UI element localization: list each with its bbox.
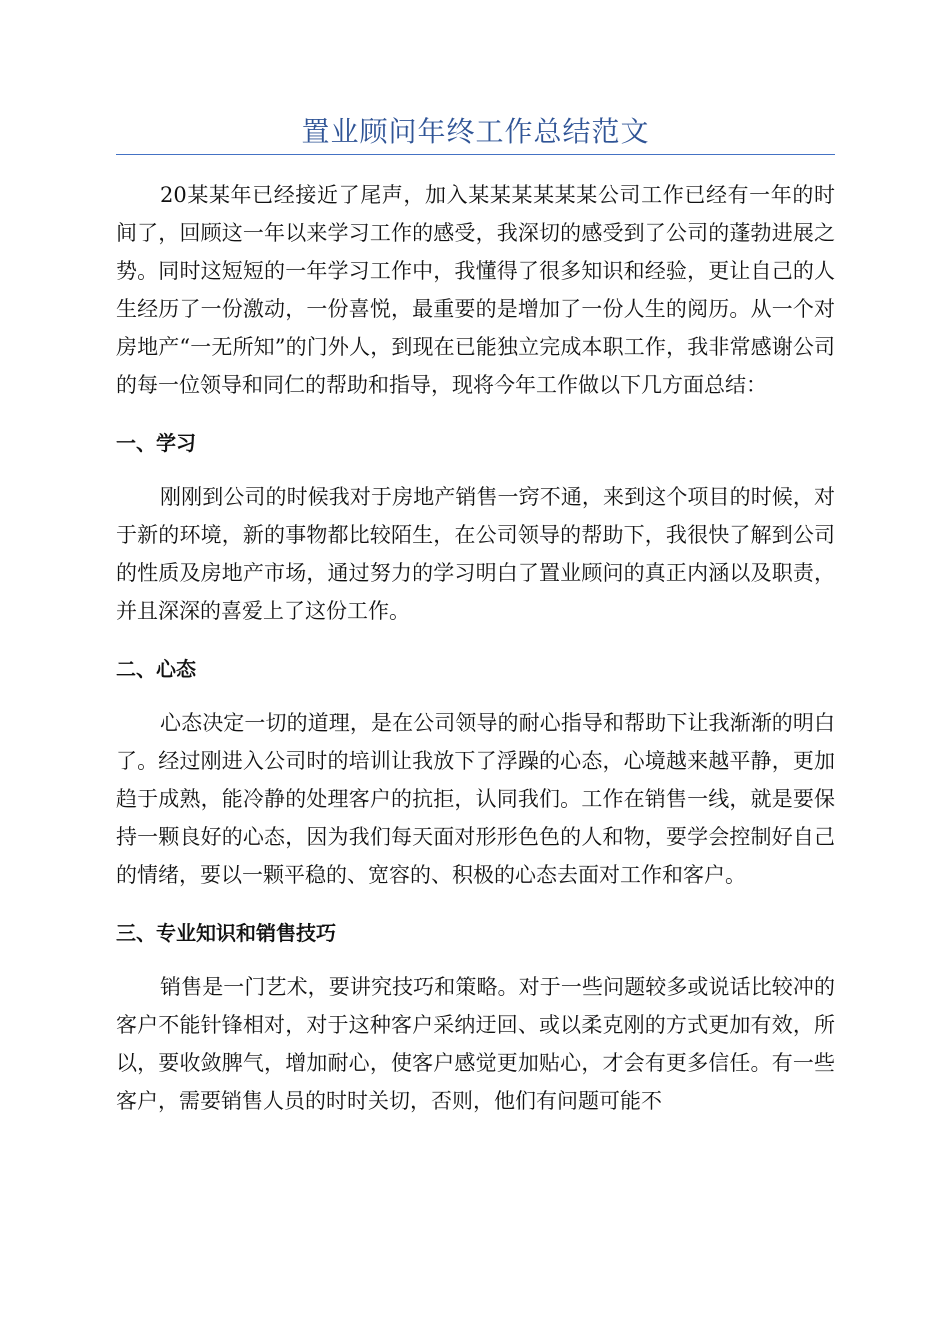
intro-paragraph: 20某某年已经接近了尾声，加入某某某某某某公司工作已经有一年的时间了，回顾这一年以来学习工作的感受，我深切的感受到了公司的蓬勃进展之势。同时这短短的一年学习工作中，我懂得了很多知识和经验，更让自己的人生经历了一份激动，一份喜悦，最重要的是增加了一份人生的阅历。从一个对房地产“一无所知”的门外人，到现在已能独立完成本职工作，我非常感谢公司的每一位领导和同仁的帮助和指导，现将今年工作做以下几方面总结：: [116, 183, 835, 397]
section-paragraph-mindset: 心态决定一切的道理，是在公司领导的耐心指导和帮助下让我渐渐的明白了。经过刚进入公司时的培训让我放下了浮躁的心态，心境越来越平静，更加趋于成熟，能冷静的处理客户的抗拒，认同我们。工作在销售一线，就是要保持一颗良好的心态，因为我们每天面对形形色色的人和物，要学会控制好自己的情绪，要以一颗平稳的、宽容的、积极的心态去面对工作和客户。: [116, 711, 835, 887]
section-heading-mindset: 二、心态: [116, 657, 196, 681]
section-heading-study: 一、学习: [116, 431, 196, 455]
section-paragraph-skills: 销售是一门艺术，要讲究技巧和策略。对于一些问题较多或说话比较冲的客户不能针锋相对，对于这种客户采纳迂回、或以柔克刚的方式更加有效，所以，要收敛脾气，增加耐心，使客户感觉更加贴心，才会有更多信任。有一些客户，需要销售人员的时时关切，否则，他们有问题可能不: [116, 975, 835, 1113]
section-paragraph-study: 刚刚到公司的时候我对于房地产销售一窍不通，来到这个项目的时候，对于新的环境，新的事物都比较陌生，在公司领导的帮助下，我很快了解到公司的性质及房地产市场，通过努力的学习明白了置业顾问的真正内涵以及职责，并且深深的喜爱上了这份工作。: [116, 485, 835, 623]
title-underline: [116, 154, 835, 155]
document-body: [116, 176, 835, 1120]
section-heading-skills: 三、专业知识和销售技巧: [116, 921, 336, 945]
title-block: [116, 112, 835, 152]
document-title: 置业顾问年终工作总结范文: [301, 115, 650, 148]
